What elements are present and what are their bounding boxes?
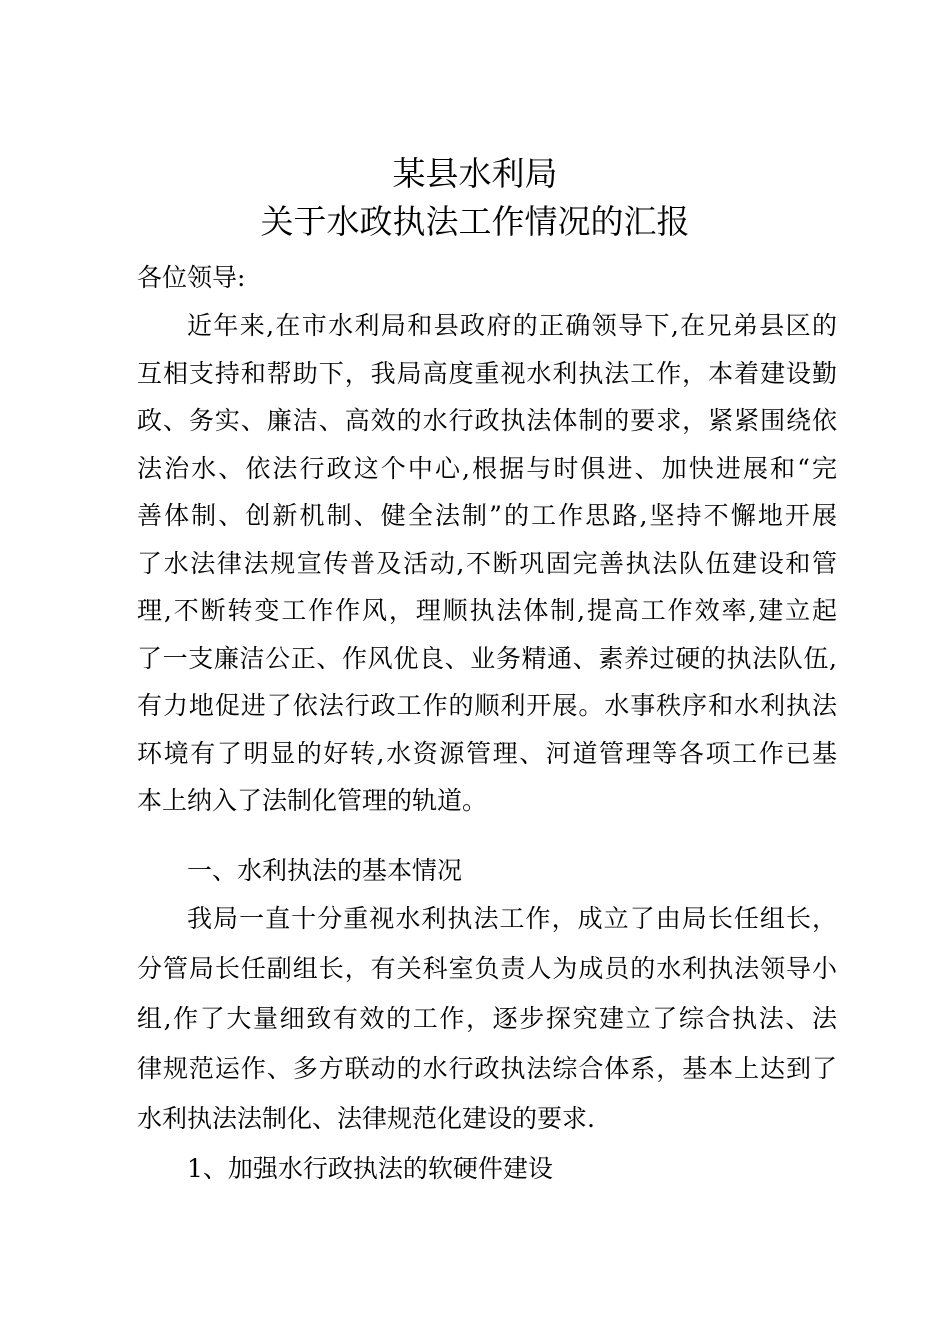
paragraph-line: 律规范运作、多方联动的水行政执法综合体系，基本上达到了 <box>137 1054 837 1083</box>
paragraph-basic-situation <box>137 894 837 1144</box>
paragraph-line: 理,不断转变工作作风，理顺执法体制,提高工作效率,建立起 <box>137 596 837 625</box>
paragraph-line: 组,作了大量细致有效的工作，逐步探究建立了综合执法、法 <box>137 1004 837 1033</box>
paragraph-line: 近年来,在市水利局和县政府的正确领导下,在兄弟县区的 <box>187 311 837 340</box>
paragraph-line: 我局一直十分重视水利执法工作，成立了由局长任组长， <box>187 904 837 933</box>
paragraph-line: 法治水、依法行政这个中心,根据与时俱进、加快进展和“完 <box>137 453 837 483</box>
paragraph-line: 有力地促进了依法行政工作的顺利开展。水事秩序和水利执法 <box>137 691 837 720</box>
subsection-heading: 1、加强水行政执法的软硬件建设 <box>187 1154 553 1183</box>
paragraph-intro <box>137 302 837 825</box>
paragraph-line: 互相支持和帮助下，我局高度重视水利执法工作，本着建设勤 <box>137 358 837 388</box>
paragraph-line: 善体制、创新机制、健全法制”的工作思路,坚持不懈地开展 <box>137 501 837 530</box>
document-title-line-2: 关于水政执法工作情况的汇报 <box>260 202 690 241</box>
paragraph-line: 环境有了明显的好转,水资源管理、河道管理等各项工作已基 <box>137 738 837 768</box>
paragraph-line: 本上纳入了法制化管理的轨道。 <box>137 786 488 815</box>
paragraph-line: 了一支廉洁公正、作风优良、业务精通、素养过硬的执法队伍, <box>137 643 837 673</box>
section-heading: 一、水利执法的基本情况 <box>187 856 463 885</box>
salutation: 各位领导: <box>137 263 246 292</box>
paragraph-line: 了水法律法规宣传普及活动,不断巩固完善执法队伍建设和管 <box>137 548 837 578</box>
paragraph-line: 分管局长任副组长，有关科室负责人为成员的水利执法领导小 <box>137 954 837 983</box>
document-title-line-1: 某县水利局 <box>392 154 558 193</box>
paragraph-line: 水利执法法制化、法律规范化建设的要求. <box>137 1104 595 1133</box>
paragraph-line: 政、务实、廉洁、高效的水行政执法体制的要求，紧紧围绕依 <box>137 406 837 435</box>
